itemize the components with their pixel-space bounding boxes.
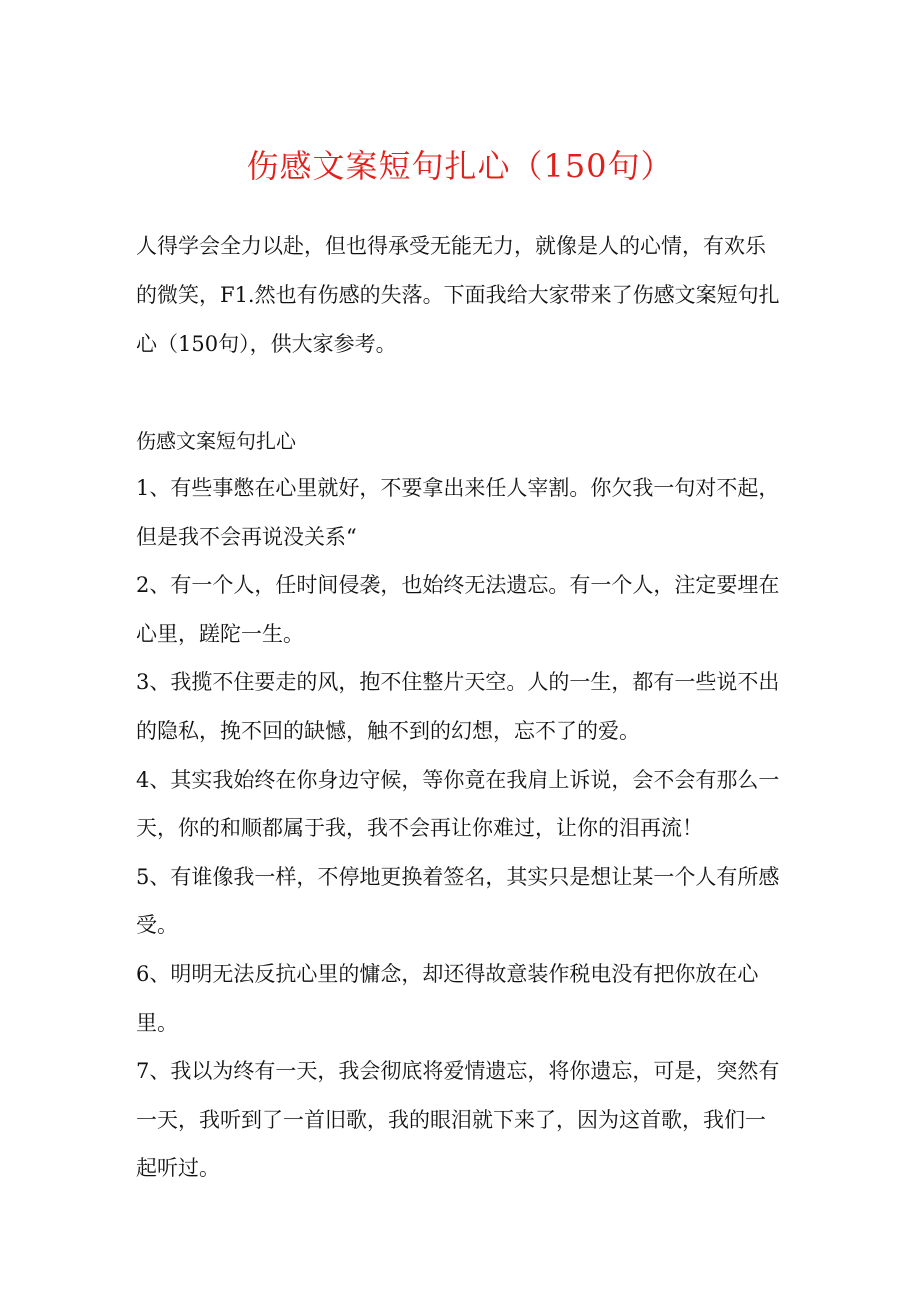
list-item: 4、其实我始终在你身边守候，等你竟在我肩上诉说，会不会有那么一天，你的和顺都属于我，我不会再让你难过，让你的泪再流！ — [136, 767, 780, 841]
intro-paragraph: 人得学会全力以赴，但也得承受无能无力，就像是人的心情，有欢乐的微笑，F1.然也有伤感的失落。下面我给大家带来了伤感文案短句扎心（150句），供大家参考。 — [136, 234, 780, 356]
list-item: 5、有谁像我一样，不停地更换着签名，其实只是想让某一个人有所感受。 — [136, 864, 780, 938]
section-subheading: 伤感文案短句扎心 — [136, 429, 296, 453]
list-item: 1、有些事憋在心里就好，不要拿出来任人宰割。你欠我一句对不起，但是我不会再说没关系“ — [136, 476, 780, 549]
list-item: 6、明明无法反抗心里的慵念，却还得故意装作税电没有把你放在心里。 — [136, 961, 759, 1035]
document-title: 伤感文案短句扎心（150句） — [246, 147, 674, 185]
list-item: 7、我以为终有一天，我会彻底将爱情遗忘，将你遗忘，可是，突然有一天，我听到了一首旧歌，我的眼泪就下来了，因为这首歌，我们一起听过。 — [136, 1059, 780, 1181]
quote-list — [136, 464, 786, 1193]
list-item: 2、有一个人，任时间侵袭，也始终无法遗忘。有一个人，注定要埋在心里，蹉陀一生。 — [136, 573, 780, 646]
list-item: 3、我揽不住要走的风，抱不住整片天空。人的一生，都有一些说不出的隐私，挽不回的缺憾，触不到的幻想，忘不了的爱。 — [136, 670, 780, 743]
